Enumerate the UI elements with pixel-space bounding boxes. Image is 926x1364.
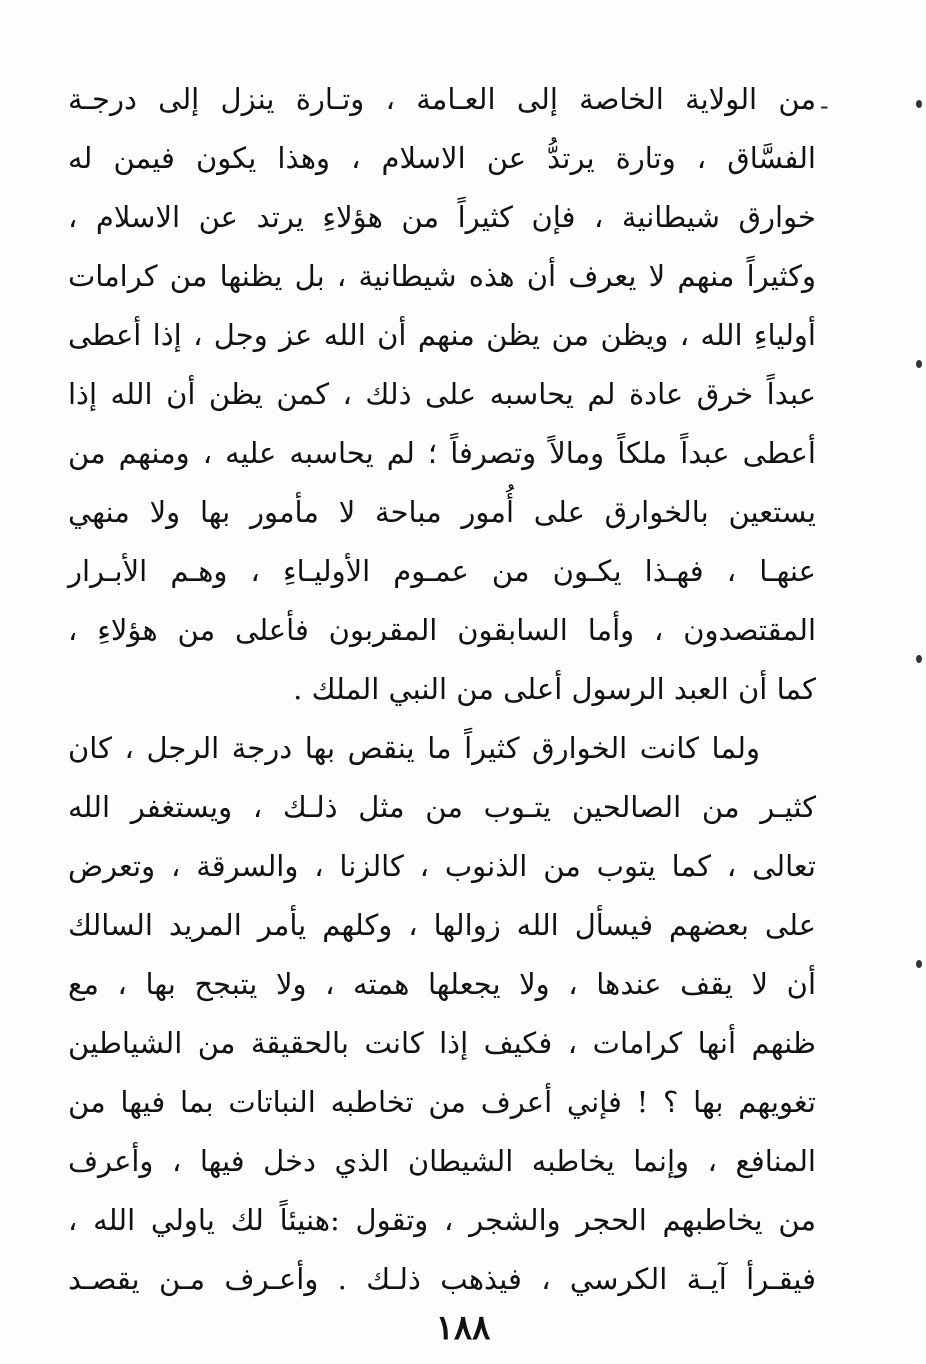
text-line: على بعضهم فيسأل الله زوالها ، وكلهم يأمر المريد السالك [68,908,816,942]
text-line: عبداً خرق عادة لم يحاسبه على ذلك ، كمن يظن أن الله إذا [68,377,816,411]
text-line: وكثيراً منهم لا يعرف أن هذه شيطانية ، بل يظنها من كرامات [68,259,816,293]
text-line: أن لا يقف عندها ، ولا يجعلها همته ، ولا يتبجح بها ، مع [68,967,816,1001]
text-line: أعطى عبداً ملكاً ومالاً وتصرفاً ؛ لم يحاسبه عليه ، ومنهم من [68,436,816,470]
scan-edge-mark [916,655,922,663]
text-line: المنافع ، وإنما يخاطبه الشيطان الذي دخل فيها ، وأعرف [68,1144,816,1178]
line-marker: - [820,92,829,120]
text-line: تعالى ، كما يتوب من الذنوب ، كالزنا ، والسرقة ، وتعرض [68,849,816,883]
text-line: تغويهم بها ؟ ! فإني أعرف من تخاطبه النباتات بما فيها من [68,1085,816,1119]
text-line: الفسَّاق ، وتارة يرتدُّ عن الاسلام ، وهذا يكون فيمن له [68,141,816,175]
text-line: المقتصدون ، وأما السابقون المقربون فأعلى من هؤلاءِ ، [68,613,816,647]
text-line-paragraph-end: كما أن العبد الرسول أعلى من النبي الملك . [293,672,816,706]
text-line-paragraph-start: ولما كانت الخوارق كثيراً ما ينقص بها درجة الرجل ، كان [68,731,760,765]
scan-edge-mark [916,960,922,968]
text-line: عنهـا ، فهـذا يكـون من عمـوم الأوليـاءِ ، وهـم الأبـرار [68,554,816,588]
text-line: من يخاطبهم الحجر والشجر ، وتقول :هنيئاً لك ياولي الله ، [68,1203,816,1237]
scan-edge-mark [916,360,922,368]
text-line: كثيـر من الصالحين يتـوب من مثل ذلـك ، ويستغفر الله [68,790,816,824]
scan-edge-mark [916,100,922,108]
body-text [68,70,816,1309]
text-line: فيقـرأ آيـة الكرسي ، فيذهب ذلـك . وأعـرف مـن يقصـد [68,1262,816,1296]
text-line: ظنهم أنها كرامات ، فكيف إذا كانت بالحقيقة من الشياطين [68,1026,816,1060]
text-line: أولياءِ الله ، ويظن من يظن منهم أن الله عز وجل ، إذا أعطى [68,318,816,352]
text-line: من الولاية الخاصة إلى العـامة ، وتـارة ينزل إلى درجـة [68,82,816,116]
text-line: خوارق شيطانية ، فإن كثيراً من هؤلاءِ يرتد عن الاسلام ، [68,200,816,234]
text-line: يستعين بالخوارق على أُمور مباحة لا مأمور بها ولا منهي [68,495,816,529]
page-number: ١٨٨ [435,1308,491,1348]
